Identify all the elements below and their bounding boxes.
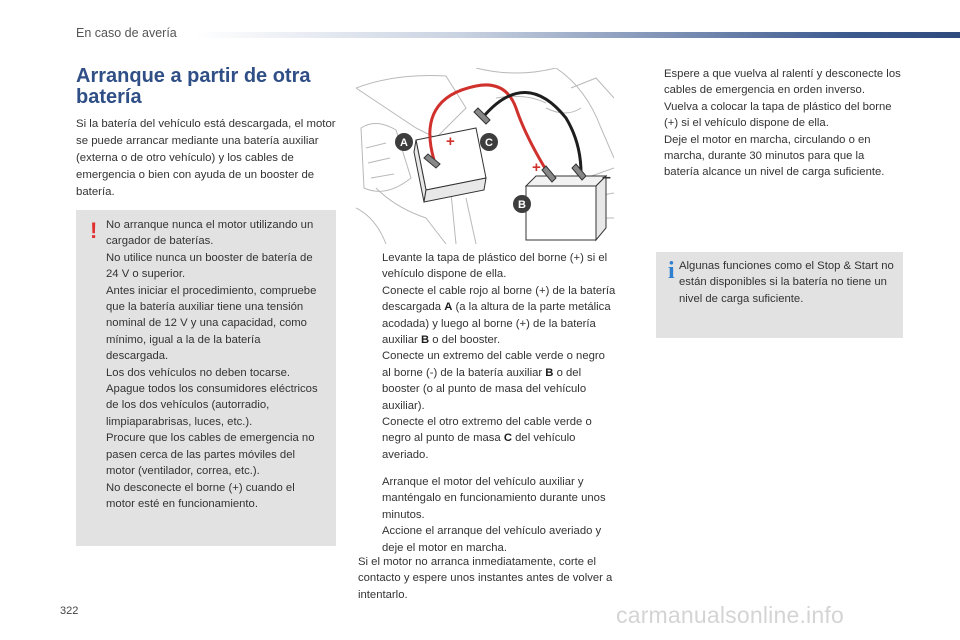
warning-line: No arranque nunca el motor utilizando un cargador de baterías. [106, 219, 314, 248]
step-text: del vehículo averiado. [382, 432, 576, 461]
step-item [358, 348, 616, 414]
warning-line: Procure que los cables de emergencia no pasen cerca de las partes móviles del motor (ventilador, correa, etc.). [106, 432, 315, 478]
warning-line: No utilice nunca un booster de batería de 24 V o superior. [106, 251, 313, 281]
plus-label-b: + [532, 159, 541, 176]
jump-start-illustration [356, 68, 614, 244]
warning-box [76, 210, 336, 546]
warning-icon: ! [90, 218, 98, 243]
header-bar [196, 32, 960, 38]
steps-connect [358, 250, 616, 463]
callout-a: A [400, 137, 408, 149]
minus-label-b: – [602, 169, 611, 186]
step-text: o del booster. [429, 334, 501, 347]
step-text: (a la altura de la parte metálica acodada) y luego al borne (+) de la batería auxiliar [382, 301, 611, 347]
warning-text [106, 217, 324, 512]
warning-line: No desconecte el borne (+) cuando el motor esté en funcionamiento. [106, 481, 295, 510]
warning-line: Antes iniciar el procedimiento, compruebe que la batería auxiliar tiene una tensión nominal de 12 V y una capacidad, como mínimo, igual a la de la batería descargada. [106, 284, 317, 363]
step-text: Accione el arranque del vehículo averiado y deje el motor en marcha. [382, 525, 602, 554]
callout-b: B [518, 199, 526, 211]
step-item [358, 250, 616, 283]
step-text: Conecte el cable rojo al borne (+) de la batería descargada [382, 284, 616, 314]
header-section-title: En caso de avería [76, 26, 177, 40]
page-title: Arranque a partir de otra batería [76, 65, 311, 108]
step-item [358, 283, 616, 349]
info-box [656, 252, 903, 338]
step-text: o del booster (o al punto de masa del vehículo auxiliar). [382, 366, 587, 412]
final-note: Si el motor no arranca inmediatamente, corte el contacto y espere unos instantes antes de volver a intentarlo. [358, 556, 613, 601]
step-item [640, 66, 902, 99]
step-text: Vuelva a colocar la tapa de plástico del borne (+) si el vehículo dispone de ella. [664, 100, 892, 130]
page-number: 322 [60, 605, 79, 617]
step-item [358, 414, 616, 463]
watermark: carmanualsonline.info [616, 602, 844, 628]
intro-paragraph: Si la batería del vehículo está descargada, el motor se puede arrancar mediante una batería auxiliar (externa o de otro vehículo) y los cables de emergencia o bien con ayuda de un booster de batería. [76, 118, 336, 198]
callout-c: C [485, 137, 493, 149]
step-ref-b: B [545, 366, 554, 379]
step-ref-b: B [420, 334, 430, 347]
step-text: Conecte un extremo del cable verde o negro al borne (-) de la batería auxiliar [382, 350, 605, 379]
plus-label-a: + [446, 133, 455, 150]
step-text: Deje el motor en marcha, circulando o en marcha, durante 30 minutos para que la batería alcance un nivel de carga suficiente. [664, 133, 885, 179]
auxiliary-battery [526, 176, 606, 240]
step-item [640, 132, 902, 181]
warning-line: Los dos vehículos no deben tocarse. [106, 366, 291, 379]
step-text: Espere a que vuelva al ralentí y desconecte los cables de emergencia en orden inverso. [664, 68, 901, 97]
step-item [358, 474, 616, 523]
steps-finish [640, 66, 902, 181]
info-text: Algunas funciones como el Stop & Start no están disponibles si la batería no tiene un nivel de carga suficiente. [679, 260, 894, 305]
step-item [640, 99, 902, 132]
step-text: Arranque el motor del vehículo auxiliar y manténgalo en funcionamiento durante unos minutos. [382, 476, 606, 521]
step-text: Levante la tapa de plástico del borne (+) si el vehículo dispone de ella. [382, 252, 608, 281]
steps-start [358, 474, 616, 556]
step-ref-c: C [503, 432, 513, 445]
step-item [358, 523, 616, 556]
step-ref-a: A [444, 301, 453, 314]
warning-line: Apague todos los consumidores eléctricos de los dos vehículos (autorradio, limpiaparabrisas, luces, etc.). [106, 383, 318, 428]
step-text: Conecte el otro extremo del cable verde o negro al punto de masa [382, 416, 592, 445]
info-icon: i [668, 258, 675, 284]
